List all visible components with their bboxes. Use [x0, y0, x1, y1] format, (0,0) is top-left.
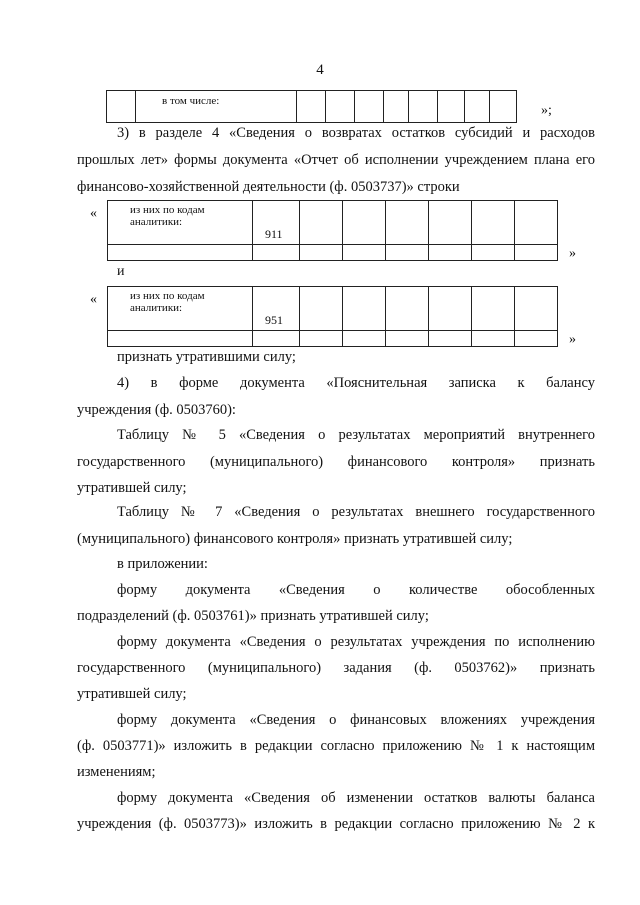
paragraph-line: государственного (муниципального) финансового контроля» признать	[77, 454, 595, 470]
paragraph-line: форму документа «Сведения о результатах учреждения по исполнению	[117, 634, 595, 650]
paragraph-line: в приложении:	[117, 556, 208, 572]
paragraph-line: изменениям;	[77, 764, 156, 780]
analytics-code: 911	[253, 201, 300, 245]
table-cell	[386, 331, 429, 347]
table-cell	[472, 287, 515, 331]
table-row-label: из них по кодам аналитики:	[108, 201, 253, 245]
table-cell	[490, 91, 517, 123]
table-cell	[108, 331, 253, 347]
paragraph-line: форму документа «Сведения о финансовых вложениях учреждения	[117, 712, 595, 728]
paragraph-line: форму документа «Сведения об изменении остатков валюты баланса	[117, 790, 595, 806]
table-row-label: в том числе:	[136, 91, 297, 123]
table-cell	[386, 245, 429, 261]
table-cell	[515, 245, 558, 261]
paragraph-line: 3) в разделе 4 «Сведения о возвратах остатков субсидий и расходов	[117, 125, 595, 141]
analytics-code: 951	[253, 287, 300, 331]
table-cell	[465, 91, 490, 123]
table-cell	[107, 91, 136, 123]
opening-quote: «	[90, 292, 97, 307]
table-cell	[108, 245, 253, 261]
opening-quote: «	[90, 206, 97, 221]
table-cell	[297, 91, 326, 123]
table-cell	[429, 245, 472, 261]
table-row-label: из них по кодам аналитики:	[108, 287, 253, 331]
page-number: 4	[316, 62, 324, 78]
paragraph-line: прошлых лет» формы документа «Отчет об исполнении учреждением плана его	[77, 152, 595, 168]
paragraph-line: Таблицу № 5 «Сведения о результатах мероприятий внутреннего	[117, 427, 595, 443]
paragraph-line: 4) в форме документа «Пояснительная записка к балансу	[117, 375, 595, 391]
table-cell	[343, 201, 386, 245]
table-cell	[472, 201, 515, 245]
paragraph-line: учреждения (ф. 0503773)» изложить в редакции согласно приложению № 2 к	[77, 816, 595, 832]
closing-quote: »;	[541, 103, 552, 118]
table-in-that-number	[106, 90, 517, 123]
table-cell	[429, 287, 472, 331]
table-cell	[343, 287, 386, 331]
closing-quote: »	[569, 246, 576, 261]
table-cell	[355, 91, 384, 123]
table-cell	[472, 245, 515, 261]
paragraph-line: утратившей силу;	[77, 480, 187, 496]
paragraph-line: подразделений (ф. 0503761)» признать утратившей силу;	[77, 608, 429, 624]
table-analytics-951	[107, 286, 558, 347]
table-cell	[343, 331, 386, 347]
table-cell	[429, 331, 472, 347]
table-cell	[253, 331, 300, 347]
table-cell	[429, 201, 472, 245]
table-cell	[386, 287, 429, 331]
table-cell	[515, 331, 558, 347]
table-cell	[384, 91, 409, 123]
table-cell	[515, 201, 558, 245]
table-cell	[300, 331, 343, 347]
table-cell	[409, 91, 438, 123]
table-cell	[386, 201, 429, 245]
table-cell	[515, 287, 558, 331]
table-cell	[326, 91, 355, 123]
conjunction: и	[117, 264, 125, 279]
paragraph-line: признать утратившими силу;	[117, 349, 296, 365]
paragraph-line: финансово-хозяйственной деятельности (ф. 0503737)» строки	[77, 179, 460, 195]
paragraph-line: (муниципального) финансового контроля» признать утратившей силу;	[77, 531, 513, 547]
table-cell	[300, 245, 343, 261]
table-cell	[300, 287, 343, 331]
paragraph-line: (ф. 0503771)» изложить в редакции согласно приложению № 1 к настоящим	[77, 738, 595, 754]
paragraph-line: Таблицу № 7 «Сведения о результатах внешнего государственного	[117, 504, 595, 520]
table-cell	[438, 91, 465, 123]
closing-quote: »	[569, 332, 576, 347]
paragraph-line: утратившей силу;	[77, 686, 187, 702]
paragraph-line: форму документа «Сведения о количестве обособленных	[117, 582, 595, 598]
table-cell	[472, 331, 515, 347]
table-cell	[253, 245, 300, 261]
table-analytics-911	[107, 200, 558, 261]
paragraph-line: государственного (муниципального) задания (ф. 0503762)» признать	[77, 660, 595, 676]
table-cell	[343, 245, 386, 261]
paragraph-line: учреждения (ф. 0503760):	[77, 402, 236, 418]
table-cell	[300, 201, 343, 245]
